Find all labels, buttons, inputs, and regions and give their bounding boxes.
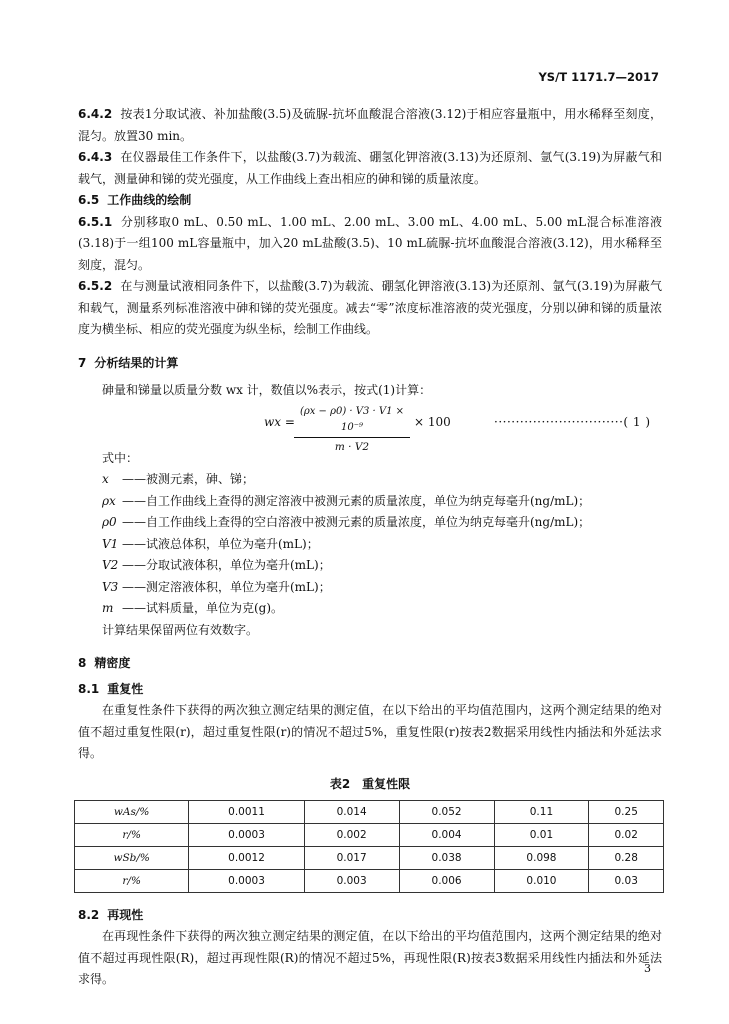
- table-cell: 0.003: [304, 869, 399, 892]
- page-number: 3: [644, 962, 651, 975]
- clause-text: 分别移取0 mL、0.50 mL、1.00 mL、2.00 mL、3.00 mL、4.00 mL、5.00 mL混合标准溶液(3.18)于一组100 mL容量瓶中，加入20 mL盐酸(3.5)、10 mL硫脲-抗坏血酸混合溶液(3.12)，用水稀释至刻度，混匀。: [78, 214, 662, 272]
- row-label: wSb/%: [75, 846, 189, 869]
- formula-number: ······························( 1 ): [494, 414, 651, 429]
- table-row: [75, 869, 664, 892]
- symbol-definition: [102, 512, 662, 534]
- table-row: [75, 800, 664, 823]
- clause-6-5-1: [78, 212, 662, 277]
- table-cell: 0.014: [304, 800, 399, 823]
- clause-number: 6.4.2: [78, 107, 113, 121]
- table-cell: 0.0003: [189, 869, 304, 892]
- where-label: 式中：: [102, 450, 139, 465]
- row-label: r/%: [75, 823, 189, 846]
- heading-title: 再现性: [107, 907, 144, 922]
- symbol-definition: [102, 555, 662, 577]
- heading-title: 精密度: [94, 656, 131, 670]
- symbol-description: ——被测元素，砷、锑；: [122, 472, 255, 486]
- formula-1: [78, 404, 662, 453]
- symbol: ρx: [102, 493, 116, 508]
- clause-text: 在仪器最佳工作条件下，以盐酸(3.7)为载流、硼氢化钾溶液(3.13)为还原剂、氩气(3.19)为屏蔽气和载气，测量砷和锑的荧光强度，从工作曲线上查出相应的砷和锑的质量浓度。: [78, 150, 662, 186]
- symbol: V2: [102, 558, 119, 572]
- clause-text: 按表1分取试液、补加盐酸(3.5)及硫脲-抗坏血酸混合溶液(3.12)于相应容量瓶中，用水稀释至刻度，混匀。放置30 min。: [78, 107, 662, 143]
- heading-number: 8.2: [78, 907, 100, 922]
- symbol: V3: [102, 579, 119, 594]
- reproducibility-text: 在再现性条件下获得的两次独立测定结果的测定值，在以下给出的平均值范围内，这两个测定结果的绝对值不超过再现性限(R)，超过再现性限(R)的情况不超过5%，再现性限(R)按表3数据采用线性内插法和外延法求得。: [78, 929, 662, 986]
- heading-6-5: [78, 190, 662, 212]
- formula-fraction: [294, 404, 410, 455]
- page-content: [78, 104, 662, 991]
- heading-title: 分析结果的计算: [94, 355, 179, 370]
- table-cell: 0.01: [494, 823, 589, 846]
- table-cell: 0.0003: [189, 823, 304, 846]
- formula-numerator: (ρx − ρ0) · V3 · V1 × 10⁻⁹: [299, 405, 405, 433]
- heading-7: [78, 353, 662, 375]
- clause-number: 6.5.1: [78, 214, 113, 229]
- table-cell: 0.098: [494, 846, 589, 869]
- symbol-definition: [102, 598, 662, 620]
- formula-multiplier: × 100: [414, 414, 451, 429]
- table-cell: 0.038: [399, 846, 494, 869]
- clause-6-4-3: [78, 147, 662, 190]
- repeatability-table: [74, 800, 664, 893]
- table-cell: 0.03: [589, 869, 664, 892]
- clause-6-4-2: [78, 104, 662, 147]
- clause-text: 在与测量试液相同条件下，以盐酸(3.7)为载流、硼氢化钾溶液(3.13)为还原剂、氩气(3.19)为屏蔽气和载气，测量系列标准溶液中砷和锑的荧光强度。减去“零”浓度标准溶液的荧光强度，分别以砷和锑的质量浓度为横坐标、相应的荧光强度为纵坐标，绘制工作曲线。: [78, 279, 662, 336]
- row-label: wAs/%: [75, 800, 189, 823]
- table-cell: 0.052: [399, 800, 494, 823]
- heading-8-2: [78, 905, 662, 927]
- repeatability-text: 在重复性条件下获得的两次独立测定结果的测定值，在以下给出的平均值范围内，这两个测定结果的绝对值不超过重复性限(r)，超过重复性限(r)的情况不超过5%，重复性限(r)按表2数据采用线性内插法和外延法求得。: [78, 703, 662, 760]
- table-cell: 0.02: [589, 823, 664, 846]
- table-row: [75, 846, 664, 869]
- symbol-description: ——自工作曲线上查得的空白溶液中被测元素的质量浓度，单位为纳克每毫升(ng/mL)；: [122, 515, 591, 529]
- heading-number: 6.5: [78, 193, 100, 207]
- table-row: [75, 823, 664, 846]
- heading-number: 8: [78, 656, 87, 670]
- standard-number: YS/T 1171.7—2017: [538, 70, 659, 84]
- symbol-description: ——分取试液体积，单位为毫升(mL)；: [122, 558, 331, 572]
- symbol-description: ——试料质量，单位为克(g)。: [122, 601, 284, 615]
- table-cell: 0.0012: [189, 846, 304, 869]
- table-cell: 0.010: [494, 869, 589, 892]
- symbol: x: [102, 472, 109, 486]
- heading-title: 重复性: [107, 681, 144, 696]
- rounding-note: 计算结果保留两位有效数字。: [102, 622, 259, 637]
- symbol: ρ0: [102, 515, 117, 529]
- fraction-bar: [294, 437, 410, 438]
- table-cell: 0.11: [494, 800, 589, 823]
- symbol: m: [102, 601, 114, 615]
- table-cell: 0.0011: [189, 800, 304, 823]
- heading-title: 工作曲线的绘制: [107, 193, 192, 207]
- heading-8-1: [78, 679, 662, 701]
- symbol-definition: [102, 491, 662, 513]
- symbol-description: ——测定溶液体积，单位为毫升(mL)；: [122, 579, 331, 594]
- heading-number: 7: [78, 355, 87, 370]
- symbol-description: ——试液总体积，单位为毫升(mL)；: [122, 536, 319, 551]
- table-2-caption: 表2 重复性限: [329, 776, 411, 791]
- symbol: V1: [102, 536, 119, 551]
- table-cell: 0.25: [589, 800, 664, 823]
- heading-8: [78, 653, 662, 675]
- symbol-description: ——自工作曲线上查得的测定溶液中被测元素的质量浓度，单位为纳克每毫升(ng/mL)；: [122, 493, 591, 508]
- table-cell: 0.28: [589, 846, 664, 869]
- symbol-definition: [102, 534, 662, 556]
- table-cell: 0.004: [399, 823, 494, 846]
- symbol-definitions: [102, 469, 662, 620]
- row-label: r/%: [75, 869, 189, 892]
- table-cell: 0.002: [304, 823, 399, 846]
- calculation-intro: 砷量和锑量以质量分数 wx 计，数值以%表示，按式(1)计算：: [102, 383, 432, 397]
- formula-denominator: m · V2: [334, 440, 370, 453]
- clause-number: 6.4.3: [78, 150, 113, 164]
- clause-number: 6.5.2: [78, 279, 113, 293]
- table-cell: 0.006: [399, 869, 494, 892]
- symbol-definition: [102, 469, 662, 491]
- clause-6-5-2: [78, 276, 662, 341]
- symbol-definition: [102, 577, 662, 599]
- formula-lhs: wx =: [264, 414, 295, 429]
- table-cell: 0.017: [304, 846, 399, 869]
- heading-number: 8.1: [78, 681, 100, 696]
